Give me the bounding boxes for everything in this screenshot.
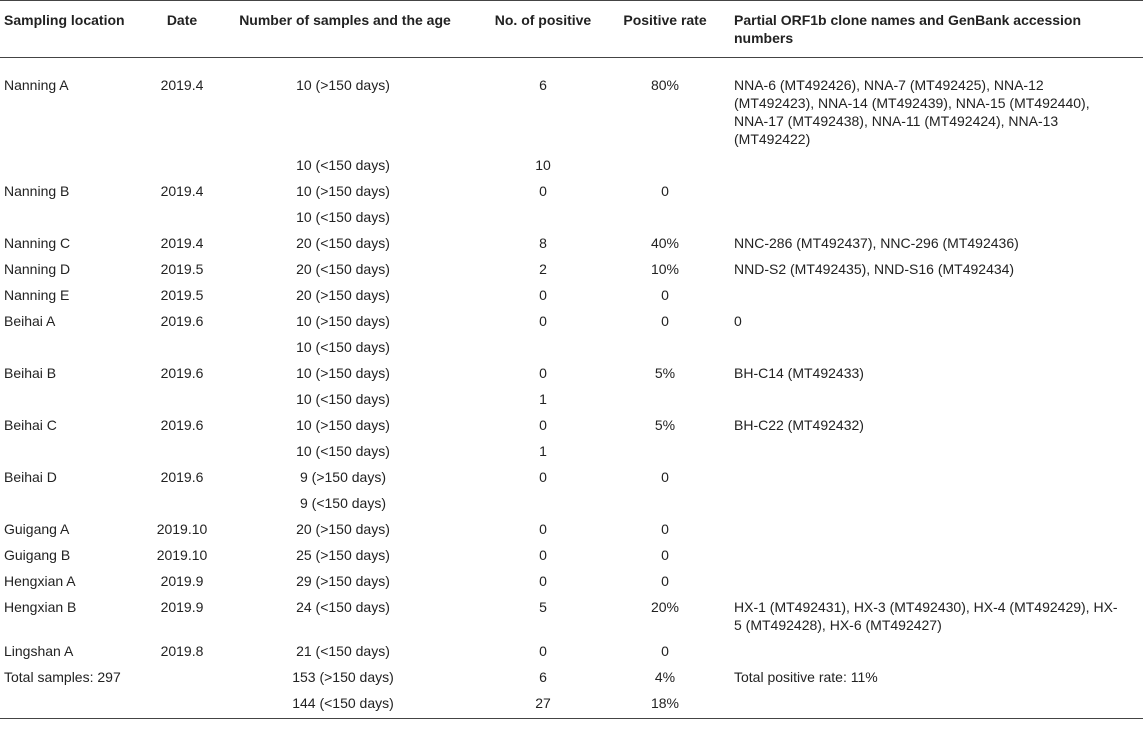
- table-row: [0, 282, 1143, 308]
- cell-no-of-positive: 8: [539, 235, 547, 251]
- cell-no-of-positive: 6: [539, 77, 547, 93]
- cell-no-of-positive: 0: [539, 573, 547, 589]
- cell-no-of-positive: 0: [539, 547, 547, 563]
- cell-clone-names: [720, 386, 1143, 412]
- cell-positive-rate: 0: [661, 469, 669, 485]
- cell-date: 2019.9: [160, 599, 204, 615]
- cell-positive-rate: 20%: [650, 599, 680, 615]
- cell-number-of-samples: 20 (<150 days): [296, 235, 390, 251]
- cell-sampling-location: Beihai B: [4, 365, 57, 381]
- cell-positive-rate: 0: [661, 521, 669, 537]
- cell-clone-names: [720, 152, 1143, 178]
- cell-number-of-samples: 153 (>150 days): [292, 669, 394, 685]
- cell-positive-rate: [610, 438, 720, 464]
- cell-sampling-location: [0, 690, 150, 719]
- cell-number-of-samples: 9 (>150 days): [300, 469, 386, 485]
- table-row: [0, 490, 1143, 516]
- cell-clone-names: NND-S2 (MT492435), NND-S16 (MT492434): [734, 261, 1015, 277]
- header-positive-rate: Positive rate: [610, 1, 720, 58]
- header-no-of-positive: No. of positive: [476, 1, 610, 58]
- cell-positive-rate: 0: [661, 287, 669, 303]
- cell-clone-names: [720, 438, 1143, 464]
- table-row: [0, 568, 1143, 594]
- cell-number-of-samples: 10 (<150 days): [296, 443, 390, 459]
- cell-no-of-positive: [476, 334, 610, 360]
- cell-clone-names: [720, 490, 1143, 516]
- cell-positive-rate: [610, 204, 720, 230]
- cell-positive-rate: 10%: [650, 261, 680, 277]
- header-date: Date: [150, 1, 214, 58]
- cell-sampling-location: Nanning E: [4, 287, 70, 303]
- cell-date: 2019.6: [160, 365, 204, 381]
- cell-no-of-positive: 1: [539, 443, 547, 459]
- table-body: [0, 58, 1143, 719]
- cell-number-of-samples: 20 (>150 days): [296, 287, 390, 303]
- table-row: [0, 256, 1143, 282]
- table-row: [0, 664, 1143, 690]
- cell-date: 2019.10: [156, 521, 208, 537]
- table-row: [0, 152, 1143, 178]
- cell-no-of-positive: 10: [535, 157, 551, 173]
- cell-sampling-location: Nanning A: [4, 77, 69, 93]
- cell-number-of-samples: 20 (>150 days): [296, 521, 390, 537]
- cell-sampling-location: [0, 152, 150, 178]
- cell-number-of-samples: 10 (>150 days): [296, 365, 390, 381]
- cell-date: 2019.6: [160, 469, 204, 485]
- cell-number-of-samples: 20 (<150 days): [296, 261, 390, 277]
- cell-date: [150, 334, 214, 360]
- cell-clone-names: [720, 334, 1143, 360]
- cell-no-of-positive: 0: [539, 469, 547, 485]
- cell-no-of-positive: 0: [539, 313, 547, 329]
- table-row: [0, 230, 1143, 256]
- cell-sampling-location: Nanning D: [4, 261, 71, 277]
- cell-positive-rate: 0: [661, 643, 669, 659]
- cell-date: 2019.6: [160, 313, 204, 329]
- table-row: [0, 594, 1143, 638]
- cell-date: 2019.4: [160, 77, 204, 93]
- cell-clone-names: [720, 516, 1143, 542]
- header-row: [0, 1, 1143, 58]
- cell-no-of-positive: 0: [539, 521, 547, 537]
- cell-clone-names: [720, 282, 1143, 308]
- cell-sampling-location: Total samples: 297: [4, 669, 121, 685]
- cell-sampling-location: Guigang B: [4, 547, 71, 563]
- cell-date: [150, 690, 214, 719]
- cell-clone-names: [720, 204, 1143, 230]
- cell-sampling-location: [0, 490, 150, 516]
- cell-clone-names: NNC-286 (MT492437), NNC-296 (MT492436): [734, 235, 1019, 251]
- cell-positive-rate: 0: [661, 547, 669, 563]
- cell-sampling-location: Hengxian B: [4, 599, 77, 615]
- cell-sampling-location: Beihai C: [4, 417, 57, 433]
- table-row: [0, 464, 1143, 490]
- table-row: [0, 438, 1143, 464]
- table-row: [0, 516, 1143, 542]
- cell-no-of-positive: 27: [476, 690, 610, 719]
- cell-clone-names: [720, 568, 1143, 594]
- cell-clone-names: HX-1 (MT492431), HX-3 (MT492430), HX-4 (MT492429), HX-5 (MT492428), HX-6 (MT492427): [734, 599, 1118, 633]
- cell-date: [150, 204, 214, 230]
- cell-positive-rate: 0: [661, 573, 669, 589]
- cell-no-of-positive: 0: [539, 183, 547, 199]
- cell-clone-names: [720, 638, 1143, 664]
- cell-sampling-location: Nanning B: [4, 183, 70, 199]
- cell-positive-rate: [610, 152, 720, 178]
- cell-date: 2019.5: [160, 287, 204, 303]
- cell-no-of-positive: [476, 204, 610, 230]
- header-number-of-samples: Number of samples and the age: [214, 1, 476, 58]
- cell-date: [150, 438, 214, 464]
- cell-date: [150, 386, 214, 412]
- cell-sampling-location: [0, 438, 150, 464]
- cell-number-of-samples: 10 (<150 days): [296, 391, 390, 407]
- header-sampling-location: Sampling location: [0, 1, 150, 58]
- cell-number-of-samples: 10 (>150 days): [296, 183, 390, 199]
- cell-number-of-samples: 10 (<150 days): [296, 339, 390, 355]
- cell-number-of-samples: 10 (>150 days): [296, 417, 390, 433]
- cell-number-of-samples: 144 (<150 days): [214, 690, 476, 719]
- cell-number-of-samples: 10 (<150 days): [296, 157, 390, 173]
- cell-sampling-location: Guigang A: [4, 521, 70, 537]
- table-row: [0, 334, 1143, 360]
- table-row: [0, 542, 1143, 568]
- cell-date: [150, 152, 214, 178]
- table-row: [0, 690, 1143, 719]
- cell-positive-rate: 0: [661, 183, 669, 199]
- cell-number-of-samples: 21 (<150 days): [296, 643, 390, 659]
- cell-positive-rate: 18%: [610, 690, 720, 719]
- cell-sampling-location: [0, 204, 150, 230]
- cell-positive-rate: 5%: [654, 417, 676, 433]
- cell-number-of-samples: 29 (>150 days): [296, 573, 390, 589]
- cell-positive-rate: 80%: [650, 77, 680, 93]
- cell-positive-rate: 5%: [654, 365, 676, 381]
- cell-date: 2019.6: [160, 417, 204, 433]
- table-row: [0, 204, 1143, 230]
- cell-sampling-location: [0, 386, 150, 412]
- cell-clone-names: [720, 178, 1143, 204]
- cell-number-of-samples: 25 (>150 days): [296, 547, 390, 563]
- cell-positive-rate: [610, 334, 720, 360]
- cell-clone-names: BH-C14 (MT492433): [734, 365, 864, 381]
- cell-no-of-positive: 2: [539, 261, 547, 277]
- table-row: [0, 308, 1143, 334]
- cell-no-of-positive: 0: [539, 287, 547, 303]
- cell-sampling-location: Hengxian A: [4, 573, 76, 589]
- header-clone-names: Partial ORF1b clone names and GenBank accession numbers: [720, 1, 1143, 58]
- cell-date: 2019.4: [160, 235, 204, 251]
- cell-no-of-positive: 0: [539, 417, 547, 433]
- cell-sampling-location: Lingshan A: [4, 643, 74, 659]
- cell-no-of-positive: 0: [539, 365, 547, 381]
- table-row: [0, 360, 1143, 386]
- cell-number-of-samples: 10 (>150 days): [296, 77, 390, 93]
- cell-number-of-samples: 10 (>150 days): [296, 313, 390, 329]
- cell-sampling-location: Beihai D: [4, 469, 57, 485]
- cell-sampling-location: Nanning C: [4, 235, 71, 251]
- table-row: [0, 178, 1143, 204]
- cell-sampling-location: [0, 334, 150, 360]
- cell-positive-rate: 40%: [650, 235, 680, 251]
- cell-positive-rate: 4%: [654, 669, 676, 685]
- table-row: [0, 412, 1143, 438]
- cell-positive-rate: [610, 386, 720, 412]
- cell-no-of-positive: 0: [539, 643, 547, 659]
- cell-clone-names: [720, 542, 1143, 568]
- cell-no-of-positive: 6: [539, 669, 547, 685]
- cell-date: 2019.9: [160, 573, 204, 589]
- cell-clone-names: [720, 690, 1143, 719]
- cell-number-of-samples: 10 (<150 days): [296, 209, 390, 225]
- cell-no-of-positive: 1: [539, 391, 547, 407]
- cell-number-of-samples: 9 (<150 days): [300, 495, 386, 511]
- table-row: [0, 58, 1143, 153]
- cell-clone-names: 0: [734, 313, 742, 329]
- cell-sampling-location: Beihai A: [4, 313, 56, 329]
- table-row: [0, 638, 1143, 664]
- cell-date: 2019.10: [156, 547, 208, 563]
- cell-number-of-samples: 24 (<150 days): [296, 599, 390, 615]
- cell-clone-names: Total positive rate: 11%: [734, 669, 878, 685]
- cell-date: 2019.4: [160, 183, 204, 199]
- cell-positive-rate: 0: [661, 313, 669, 329]
- cell-clone-names: NNA-6 (MT492426), NNA-7 (MT492425), NNA-12 (MT492423), NNA-14 (MT492439), NNA-15 (MT492440), NNA-17 (MT492438), NNA-11 (MT492424), NNA-13 (MT492422): [734, 77, 1090, 147]
- table-header: [0, 1, 1143, 58]
- cell-date: 2019.5: [160, 261, 204, 277]
- cell-clone-names: BH-C22 (MT492432): [734, 417, 864, 433]
- cell-clone-names: [720, 464, 1143, 490]
- cell-positive-rate: [610, 490, 720, 516]
- cell-date: [150, 490, 214, 516]
- cell-date: 2019.8: [160, 643, 204, 659]
- cell-no-of-positive: [476, 490, 610, 516]
- table-row: [0, 386, 1143, 412]
- cell-no-of-positive: 5: [539, 599, 547, 615]
- cell-date: [150, 664, 214, 690]
